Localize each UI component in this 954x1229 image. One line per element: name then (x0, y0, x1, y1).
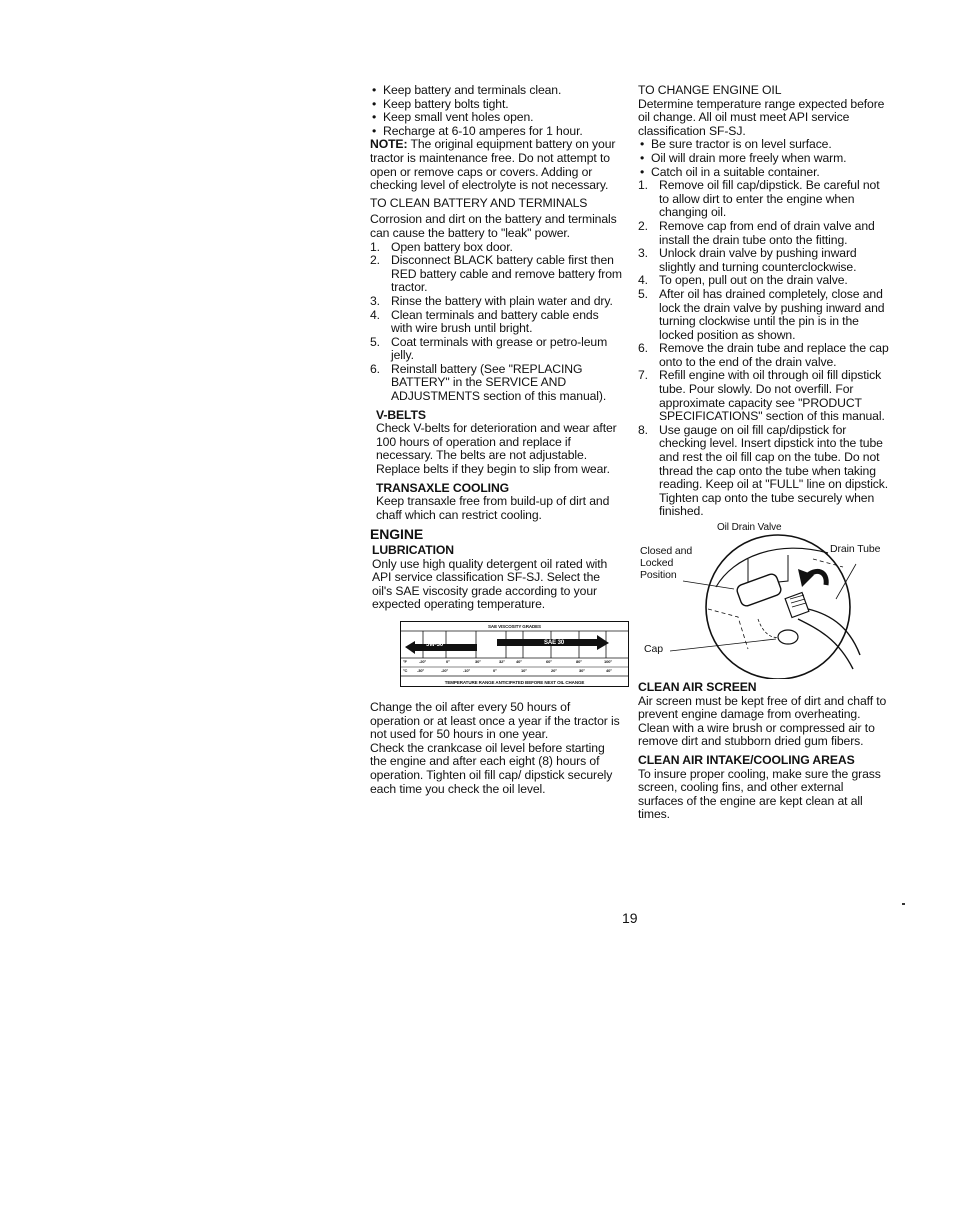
oil-grade-label-5w30: 5W-30 (426, 641, 444, 648)
step-number: 1. (638, 178, 648, 193)
step-number: 5. (638, 286, 648, 301)
list-item (370, 241, 622, 255)
step-text: To open, pull out on the drain valve. (659, 273, 848, 288)
drain-tube-label: Drain Tube (830, 543, 881, 555)
list-item: • Be sure tractor is on level surface. (638, 138, 890, 152)
step-text: Unlock drain valve by pushing inward slightly and turning counterclockwise. (659, 246, 857, 274)
lubrication-text: Only use high quality detergent oil rated with API service classification SF-SJ. Select the oil's SAE viscosity grade according to your expected operating temperature. (372, 556, 608, 612)
temp-f-label: °F (403, 658, 407, 664)
viscosity-chart (400, 621, 629, 687)
clean-air-screen-heading: CLEAN AIR SCREEN (638, 680, 757, 694)
temp-c-label: 10° (521, 667, 527, 673)
battery-note (370, 138, 622, 192)
step-text: Remove cap from end of drain valve and install the drain tube onto the fitting. (659, 218, 875, 247)
step-text: Clean terminals and battery cable ends with wire brush until bright. (391, 307, 599, 336)
viscosity-chart-title: SAE VISCOSITY GRADES (488, 623, 541, 629)
battery-care-list (370, 84, 622, 138)
step-number: 4. (638, 273, 648, 288)
step-number: 3. (370, 293, 380, 308)
check-crankcase-text: Check the crankcase oil level before starting the engine and after each eight (8) hours of operation. Tighten oil fill cap/ dipstick securely each time you check the oil level. (370, 740, 613, 796)
list-item (638, 424, 890, 519)
list-item (638, 288, 890, 342)
viscosity-chart-graphic (401, 622, 628, 686)
step-text: Rinse the battery with plain water and dry. (391, 293, 613, 308)
oil-grade-label-sae30: SAE 30 (544, 639, 565, 646)
clean-intake-text: To insure proper cooling, make sure the grass screen, cooling fins, and other external surfaces of the engine are kept clean at all times. (638, 766, 881, 822)
step-number: 3. (638, 246, 648, 261)
temp-f-label: 0° (446, 658, 450, 664)
step-number: 5. (370, 334, 380, 349)
scan-mark (902, 903, 905, 905)
list-item (638, 179, 890, 220)
list-item: • Keep small vent holes open. (370, 111, 622, 125)
list-item (370, 336, 622, 363)
step-number: 2. (370, 253, 380, 268)
temp-f-label: 80° (576, 658, 582, 664)
step-text: After oil has drained completely, close and lock the drain valve by pushing inward and turning clockwise until the pin is in the locked position as shown. (659, 286, 885, 342)
temp-f-label: 32° (499, 658, 505, 664)
step-text: Remove the drain tube and replace the cap onto to the end of the drain valve. (659, 341, 889, 369)
step-text: Reinstall battery (See "REPLACING BATTERY" in the SERVICE AND ADJUSTMENTS section of this manual). (391, 361, 607, 404)
step-number: 2. (638, 218, 648, 233)
step-number: 4. (370, 307, 380, 322)
vbelts-heading: V-BELTS (376, 407, 426, 422)
temp-c-label: -10° (463, 667, 470, 673)
temp-c-label: 20° (551, 667, 557, 673)
list-item (638, 220, 890, 247)
list-item (638, 342, 890, 369)
temp-c-label: -20° (441, 667, 448, 673)
step-number: 6. (370, 361, 380, 376)
engine-heading: ENGINE (370, 526, 424, 543)
step-number: 1. (370, 239, 380, 254)
temp-c-label: °C (403, 667, 408, 673)
list-item: • Catch oil in a suitable container. (638, 166, 890, 180)
figure-title: Oil Drain Valve (717, 522, 782, 533)
list-item (370, 363, 622, 404)
temp-f-label: 100° (604, 658, 612, 664)
clean-battery-heading: TO CLEAN BATTERY AND TERMINALS (370, 195, 588, 210)
viscosity-chart-footer: TEMPERATURE RANGE ANTICIPATED BEFORE NEXT OIL CHANGE (444, 679, 585, 685)
change-oil-heading: TO CHANGE ENGINE OIL (638, 83, 782, 97)
left-column (370, 84, 622, 796)
step-text: Coat terminals with grease or petro-leum jelly. (391, 334, 608, 363)
clean-battery-steps (370, 241, 622, 404)
list-item: • Recharge at 6-10 amperes for 1 hour. (370, 125, 622, 139)
temp-c-label: 0° (493, 667, 497, 673)
step-text: Open battery box door. (391, 239, 513, 254)
right-column (638, 84, 890, 822)
change-oil-intro: Determine temperature range expected before oil change. All oil must meet API service classification SF-SJ. (638, 96, 885, 138)
list-item: • Keep battery bolts tight. (370, 98, 622, 112)
temp-f-label: 30° (475, 658, 481, 664)
page-number: 19 (622, 910, 638, 926)
oil-drain-valve-figure (638, 519, 890, 679)
list-item (638, 369, 890, 423)
vbelts-text: Check V-belts for deterioration and wear after 100 hours of operation and replace if necessary. The belts are not adjustable. Replace belts if they begin to slip from wear. (376, 421, 617, 477)
cap-label: Cap (644, 643, 663, 655)
step-text: Remove oil fill cap/dipstick. Be careful not to allow dirt to enter the engine when changing oil. (659, 178, 880, 220)
temp-c-label: 40° (606, 667, 612, 673)
clean-intake-heading: CLEAN AIR INTAKE/COOLING AREAS (638, 752, 855, 767)
temp-f-label: 40° (516, 658, 522, 664)
temp-f-label: -20° (419, 658, 426, 664)
change-oil-bullets (638, 138, 890, 179)
clean-battery-intro: Corrosion and dirt on the battery and terminals can cause the battery to "leak" power. (370, 212, 617, 240)
step-text: Disconnect BLACK battery cable first then RED battery cable and remove battery from tractor. (391, 253, 622, 295)
temp-c-label: -30° (417, 667, 424, 673)
step-number: 6. (638, 341, 648, 356)
list-item (370, 309, 622, 336)
list-item (370, 295, 622, 309)
clean-air-screen-text: Air screen must be kept free of dirt and chaff to prevent engine damage from overheating. Clean with a wire brush or compressed air to remove dirt and stubborn dried gum fibers. (638, 693, 887, 749)
transaxle-heading: TRANSAXLE COOLING (376, 480, 510, 495)
temp-f-label: 60° (546, 658, 552, 664)
step-number: 7. (638, 368, 648, 383)
list-item (638, 247, 890, 274)
step-number: 8. (638, 422, 648, 437)
change-oil-steps (638, 179, 890, 519)
change-oil-text: Change the oil after every 50 hours of operation or at least once a year if the tractor is not used for 50 hours in one year. (370, 699, 620, 742)
list-item (370, 254, 622, 295)
closed-locked-label: Closed and Locked Position (640, 545, 693, 581)
step-text: Refill engine with oil through oil fill dipstick tube. Pour slowly. Do not overfill. For approximate capacity see "PRODUCT SPECIFICATIONS" section of this manual. (659, 368, 885, 424)
step-text: Use gauge on oil fill cap/dipstick for checking level. Insert dipstick into the tube and rest the oil fill cap on the tube. Do not thread the cap onto the tube when taking reading. Keep oil at "FULL" line on dipstick. Tighten cap onto the tube securely when finished. (659, 422, 889, 519)
temp-c-label: 30° (579, 667, 585, 673)
list-item: • Oil will drain more freely when warm. (638, 152, 890, 166)
transaxle-text: Keep transaxle free from build-up of dirt and chaff which can restrict cooling. (376, 494, 610, 522)
list-item (638, 274, 890, 288)
list-item: • Keep battery and terminals clean. (370, 84, 622, 98)
note-label: NOTE: (370, 137, 408, 152)
note-text: The original equipment battery on your tractor is maintenance free. Do not attempt to open or remove caps or covers. Adding or checking level of electrolyte is not necessary. (370, 137, 616, 193)
lubrication-heading: LUBRICATION (372, 543, 454, 557)
